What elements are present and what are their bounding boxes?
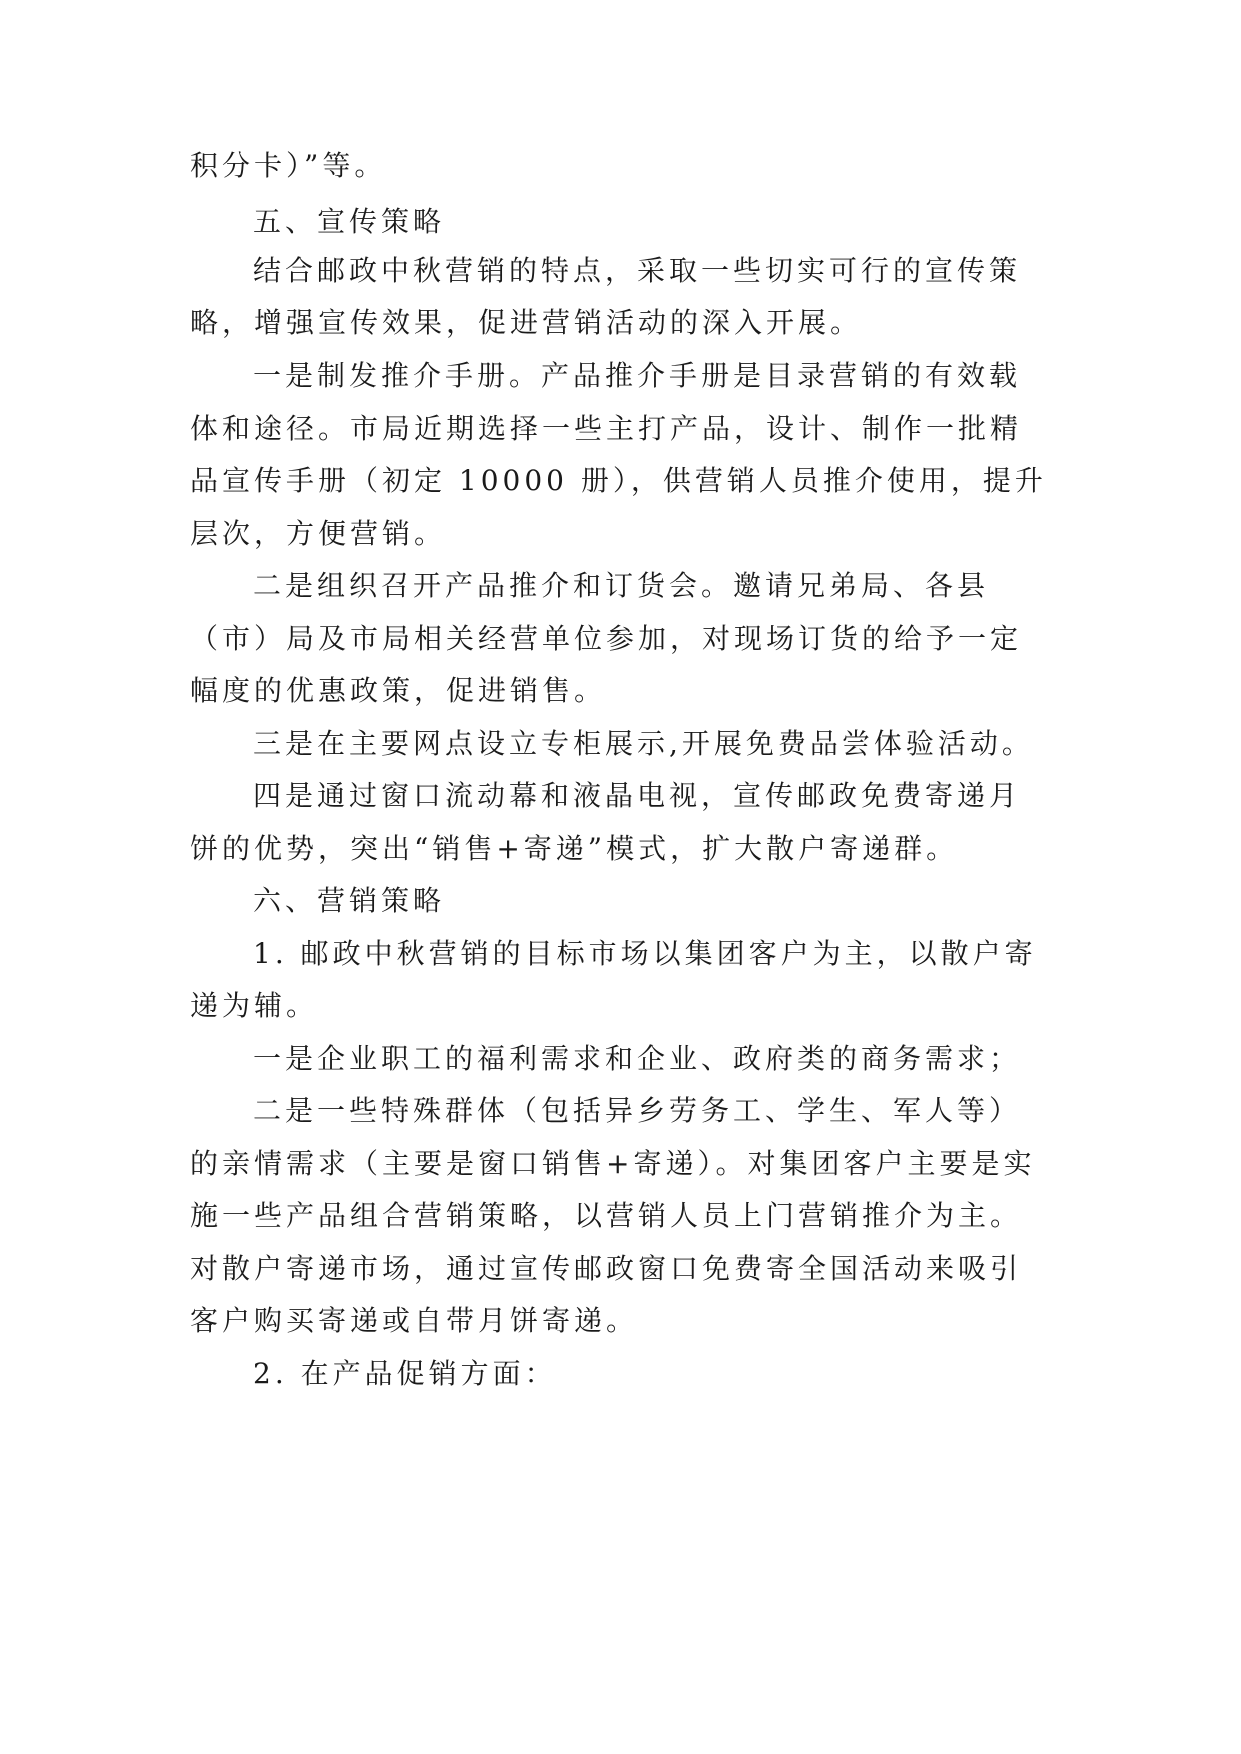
paragraph-line: 二是一些特殊群体（包括异乡劳务工、学生、军人等） — [253, 1094, 1022, 1127]
paragraph-line: 一是制发推介手册。产品推介手册是目录营销的有效载 — [253, 359, 1022, 392]
paragraph-line: 品宣传手册（初定 10000 册），供营销人员推介使用，提升 — [190, 464, 1047, 497]
paragraph-line: 2. 在产品促销方面： — [253, 1357, 557, 1390]
section-heading: 五、宣传策略 — [253, 205, 446, 238]
paragraph-line: 层次，方便营销。 — [190, 517, 447, 550]
paragraph-line: 1. 邮政中秋营销的目标市场以集团客户为主，以散户寄 — [253, 937, 1037, 970]
paragraph-line: 体和途径。市局近期选择一些主打产品，设计、制作一批精 — [190, 412, 1023, 445]
section-heading: 六、营销策略 — [253, 884, 446, 917]
paragraph-line: 饼的优势，突出“销售+寄递”模式，扩大散户寄递群。 — [190, 832, 959, 865]
paragraph-line: 幅度的优惠政策，促进销售。 — [190, 674, 607, 707]
paragraph-line: 略，增强宣传效果，促进营销活动的深入开展。 — [190, 306, 863, 339]
paragraph-line: 积分卡）”等。 — [190, 149, 387, 182]
paragraph-line: 递为辅。 — [190, 989, 319, 1022]
paragraph-line: 客户购买寄递或自带月饼寄递。 — [190, 1304, 639, 1337]
paragraph-line: 三是在主要网点设立专柜展示,开展免费品尝体验活动。 — [253, 727, 1034, 760]
paragraph-line: 二是组织召开产品推介和订货会。邀请兄弟局、各县 — [253, 569, 990, 602]
paragraph-line: 施一些产品组合营销策略，以营销人员上门营销推介为主。 — [190, 1199, 1023, 1232]
paragraph-line: （市）局及市局相关经营单位参加，对现场订货的给予一定 — [190, 622, 1023, 655]
paragraph-line: 的亲情需求（主要是窗口销售+寄递）。对集团客户主要是实 — [190, 1147, 1036, 1180]
paragraph-line: 结合邮政中秋营销的特点，采取一些切实可行的宣传策 — [253, 254, 1022, 287]
paragraph-line: 一是企业职工的福利需求和企业、政府类的商务需求； — [253, 1042, 1022, 1075]
paragraph-line: 四是通过窗口流动幕和液晶电视，宣传邮政免费寄递月 — [253, 779, 1022, 812]
paragraph-line: 对散户寄递市场，通过宣传邮政窗口免费寄全国活动来吸引 — [190, 1252, 1023, 1285]
